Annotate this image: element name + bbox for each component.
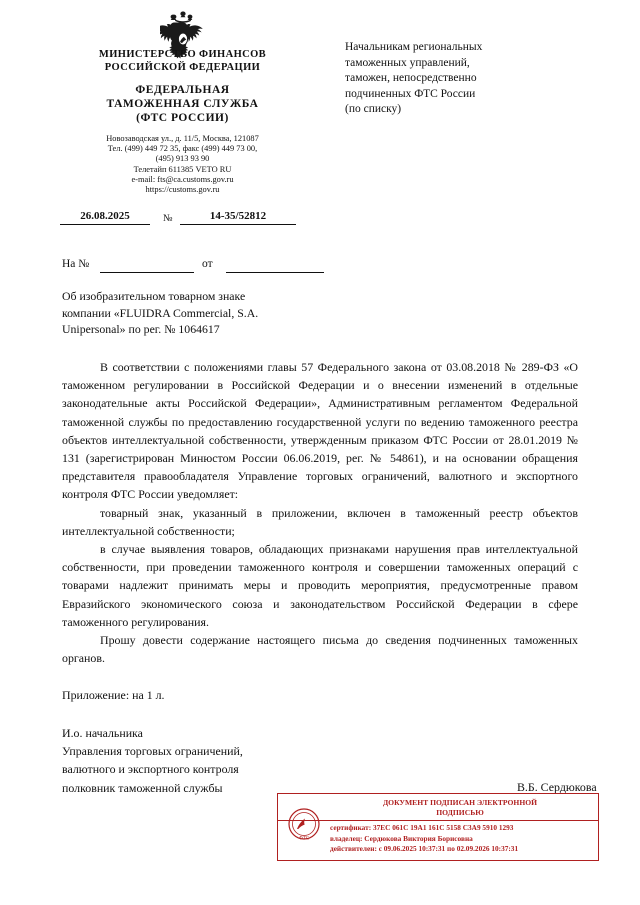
addressee-line-2: таможенных управлений, bbox=[345, 56, 470, 69]
stamp-divider bbox=[278, 820, 598, 821]
date-number-block bbox=[60, 210, 310, 232]
subject-block bbox=[62, 288, 312, 338]
letterhead-service-line1: ФЕДЕРАЛЬНАЯ bbox=[135, 84, 230, 96]
date-rule bbox=[60, 224, 150, 225]
subject-line-2: компании «FLUIDRA Commercial, S.A. bbox=[62, 305, 259, 320]
address-line-1: Новозаводская ул., д. 11/5, Москва, 121087 bbox=[106, 134, 259, 143]
letterhead-service-line3: (ФТС РОССИИ) bbox=[136, 112, 229, 124]
document-number: 14-35/52812 bbox=[209, 210, 267, 222]
digital-signature-seal-icon bbox=[284, 804, 324, 844]
letterhead bbox=[60, 48, 305, 195]
body-paragraph-4: Прошу довести содержание настоящего письма до сведения подчиненных таможенных органов. bbox=[62, 633, 578, 666]
on-number-rule bbox=[100, 272, 194, 273]
signer-name: В.Б. Сердюкова bbox=[517, 780, 597, 794]
reference-block bbox=[62, 258, 312, 278]
addressee-line-4: подчиненных ФТС России bbox=[345, 87, 476, 100]
letterhead-ministry-line1: МИНИСТЕРСТВО ФИНАНСОВ bbox=[98, 49, 267, 60]
stamp-title-line-2: ПОДПИСЬЮ bbox=[436, 807, 484, 817]
stamp-owner: владелец: Сердюкова Виктория Борисовна bbox=[330, 833, 473, 843]
signature-line-1: И.о. начальника bbox=[62, 726, 143, 740]
address-line-4: Телетайп 611385 VETO RU bbox=[133, 164, 232, 174]
attachment-note: Приложение: на 1 л. bbox=[62, 688, 165, 702]
body-paragraph-1: В соответствии с положениями главы 57 Федерального закона от 03.08.2018 № 289-ФЗ «О таможенном регулировании в Российской Федерации и о внесении изменений в отдельные законодательные акты Российской Федерации», Административным регламентом Федеральной таможенной службы по предоставлению государственной услуги по ведению таможенного реестра объектов интеллектуальной собственности, утвержденным приказом ФТС России от 28.01.2019 № 131 (зарегистрирован Минюстом России 06.06.2019, рег. № 54861), и на основании обращения представителя правообладателя Управление торговых ограничений, валютного и экспортного контроля ФТС России уведомляет: bbox=[62, 360, 578, 502]
number-rule bbox=[180, 224, 296, 225]
signature-line-4: полковник таможенной службы bbox=[62, 780, 223, 795]
address-line-6: https://customs.gov.ru bbox=[145, 185, 220, 195]
stamp-certificate: сертификат: 37EC 061C 19A1 161C 5158 C3A9 5910 1293 bbox=[330, 823, 514, 832]
svg-text:ФТС: ФТС bbox=[298, 836, 310, 842]
stamp-title bbox=[326, 798, 594, 817]
letterhead-address bbox=[60, 134, 305, 195]
stamp-title-line-1: ДОКУМЕНТ ПОДПИСАН ЭЛЕКТРОННОЙ bbox=[382, 798, 538, 807]
address-line-2: Тел. (499) 449 72 35, факс (499) 449 73 00, bbox=[107, 144, 258, 154]
letterhead-ministry-line2: РОССИЙСКОЙ ФЕДЕРАЦИИ bbox=[104, 62, 261, 73]
body-paragraph-2: товарный знак, указанный в приложении, включен в таможенный реестр объектов интеллектуальной собственности; bbox=[62, 505, 578, 538]
signature-line-2: Управления торговых ограничений, bbox=[62, 744, 243, 759]
addressee-block bbox=[345, 40, 595, 118]
subject-line-3: Unipersonal» по рег. № 1064617 bbox=[62, 322, 220, 336]
letterhead-service-line2: ТАМОЖЕННАЯ СЛУЖБА bbox=[106, 98, 259, 110]
number-label: № bbox=[163, 213, 173, 224]
addressee-line-1: Начальникам региональных bbox=[345, 41, 483, 53]
addressee-line-3: таможен, непосредственно bbox=[345, 72, 477, 84]
signature-block bbox=[62, 724, 597, 797]
stamp-details bbox=[330, 823, 592, 855]
document-date: 26.08.2025 bbox=[80, 210, 130, 222]
subject-line-1: Об изобразительном товарном знаке bbox=[62, 289, 246, 303]
from-label: от bbox=[202, 258, 213, 270]
on-number-label: На № bbox=[62, 258, 90, 270]
from-rule bbox=[226, 272, 324, 273]
address-line-5: e-mail: fts@ca.customs.gov.ru bbox=[131, 174, 234, 184]
address-line-3: (495) 913 93 90 bbox=[155, 154, 210, 164]
stamp-validity: действителен: с 09.06.2025 10:37:31 по 02.09.2026 10:37:31 bbox=[330, 844, 519, 854]
digital-signature-stamp bbox=[277, 793, 599, 861]
letter-body bbox=[62, 358, 578, 667]
body-paragraph-3: в случае выявления товаров, обладающих признаками нарушения прав интеллектуальной собственности, при проведении таможенного контроля и совершении таможенных операций с товарами надлежит принимать меры и проводить мероприятия, предусмотренные правом Евразийского экономического союза и законодательством Российской Федерации в сфере таможенного регулирования. bbox=[62, 542, 578, 629]
addressee-line-5: (по списку) bbox=[345, 103, 402, 115]
signature-line-3: валютного и экспортного контроля bbox=[62, 762, 239, 777]
